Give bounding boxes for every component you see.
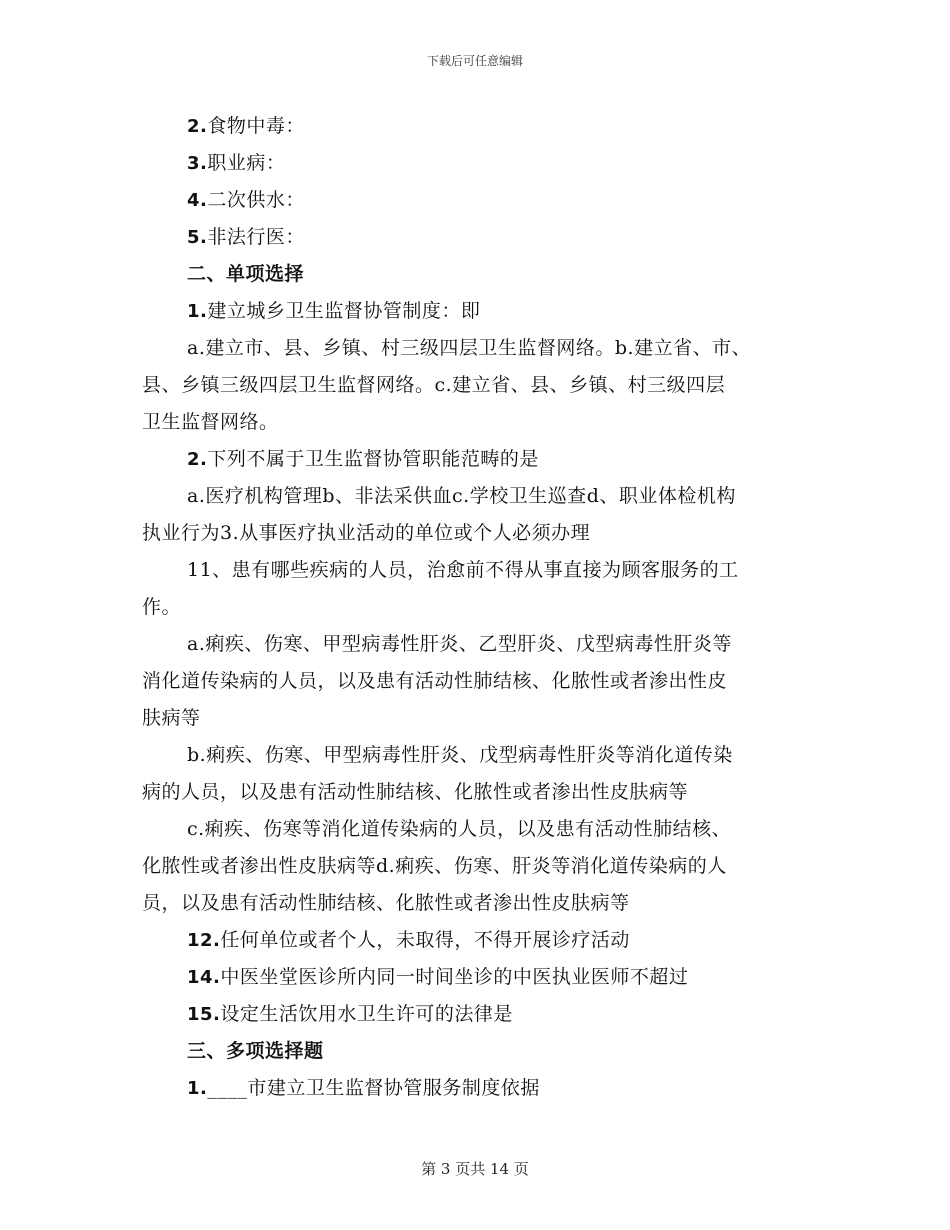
text-line xyxy=(142,145,807,182)
line-text: 二、单项选择 xyxy=(187,263,305,285)
text-line xyxy=(142,737,807,774)
text-line xyxy=(142,404,807,441)
text-line xyxy=(142,885,807,922)
item-number: 2. xyxy=(187,449,208,470)
line-text: 员，以及患有活动性肺结核、化脓性或者渗出性皮肤病等 xyxy=(142,892,630,914)
item-number: 2. xyxy=(187,116,208,137)
line-text: 建立城乡卫生监督协管制度：即 xyxy=(207,300,481,322)
item-number: 1. xyxy=(187,1078,208,1099)
section-heading xyxy=(142,256,807,293)
line-text: 下列不属于卫生监督协管职能范畴的是 xyxy=(207,448,539,470)
text-line xyxy=(142,774,807,811)
text-line xyxy=(142,626,807,663)
line-text: c.痢疾、伤寒等消化道传染病的人员，以及患有活动性肺结核、 xyxy=(187,818,732,840)
line-text: ____市建立卫生监督协管服务制度依据 xyxy=(207,1077,540,1099)
line-text: a.建立市、县、乡镇、村三级四层卫生监督网络。b.建立省、市、 xyxy=(187,337,752,359)
line-text: a.医疗机构管理b、非法采供血c.学校卫生巡查d、职业体检机构 xyxy=(187,485,736,507)
item-number: 15. xyxy=(187,1004,221,1025)
text-line xyxy=(142,367,807,404)
item-number: 3. xyxy=(187,153,208,174)
document-body xyxy=(142,108,807,1107)
text-line xyxy=(142,441,807,478)
text-line xyxy=(142,848,807,885)
text-line xyxy=(142,552,807,589)
item-number: 5. xyxy=(187,227,208,248)
line-text: 二次供水： xyxy=(207,189,305,211)
line-text: 肤病等 xyxy=(142,707,201,729)
line-text: 三、多项选择题 xyxy=(187,1040,324,1062)
line-text: 执业行为3.从事医疗执业活动的单位或个人必须办理 xyxy=(142,522,591,544)
item-number: 4. xyxy=(187,190,208,211)
text-line xyxy=(142,663,807,700)
text-line xyxy=(142,996,807,1033)
text-line xyxy=(142,293,807,330)
text-line xyxy=(142,108,807,145)
line-text: 病的人员，以及患有活动性肺结核、化脓性或者渗出性皮肤病等 xyxy=(142,781,689,803)
item-number: 14. xyxy=(187,967,221,988)
line-text: 职业病： xyxy=(207,152,286,174)
line-text: 非法行医： xyxy=(207,226,305,248)
text-line xyxy=(142,959,807,996)
line-text: 县、乡镇三级四层卫生监督网络。c.建立省、县、乡镇、村三级四层 xyxy=(142,374,726,396)
text-line xyxy=(142,515,807,552)
line-text: 作。 xyxy=(142,596,182,618)
line-text: 食物中毒： xyxy=(207,115,305,137)
item-number: 12. xyxy=(187,930,221,951)
line-text: 11、患有哪些疾病的人员，治愈前不得从事直接为顾客服务的工 xyxy=(187,559,739,581)
text-line xyxy=(142,182,807,219)
section-heading xyxy=(142,1033,807,1070)
text-line xyxy=(142,922,807,959)
page-footer: 第 3 页共 14 页 xyxy=(421,1160,529,1178)
text-line xyxy=(142,811,807,848)
text-line xyxy=(142,330,807,367)
text-line xyxy=(142,1070,807,1107)
line-text: 设定生活饮用水卫生许可的法律是 xyxy=(220,1003,513,1025)
text-line xyxy=(142,700,807,737)
text-line xyxy=(142,589,807,626)
text-line xyxy=(142,478,807,515)
line-text: b.痢疾、伤寒、甲型病毒性肝炎、戊型病毒性肝炎等消化道传染 xyxy=(187,744,733,766)
item-number: 1. xyxy=(187,301,208,322)
page-header: 下载后可任意编辑 xyxy=(426,54,523,68)
line-text: 任何单位或者个人，未取得，不得开展诊疗活动 xyxy=(220,929,630,951)
line-text: 化脓性或者渗出性皮肤病等d.痢疾、伤寒、肝炎等消化道传染病的人 xyxy=(142,855,727,877)
line-text: a.痢疾、伤寒、甲型病毒性肝炎、乙型肝炎、戊型病毒性肝炎等 xyxy=(187,633,732,655)
line-text: 中医坐堂医诊所内同一时间坐诊的中医执业医师不超过 xyxy=(220,966,689,988)
line-text: 消化道传染病的人员，以及患有活动性肺结核、化脓性或者渗出性皮 xyxy=(142,670,728,692)
text-line xyxy=(142,219,807,256)
line-text: 卫生监督网络。 xyxy=(142,411,279,433)
